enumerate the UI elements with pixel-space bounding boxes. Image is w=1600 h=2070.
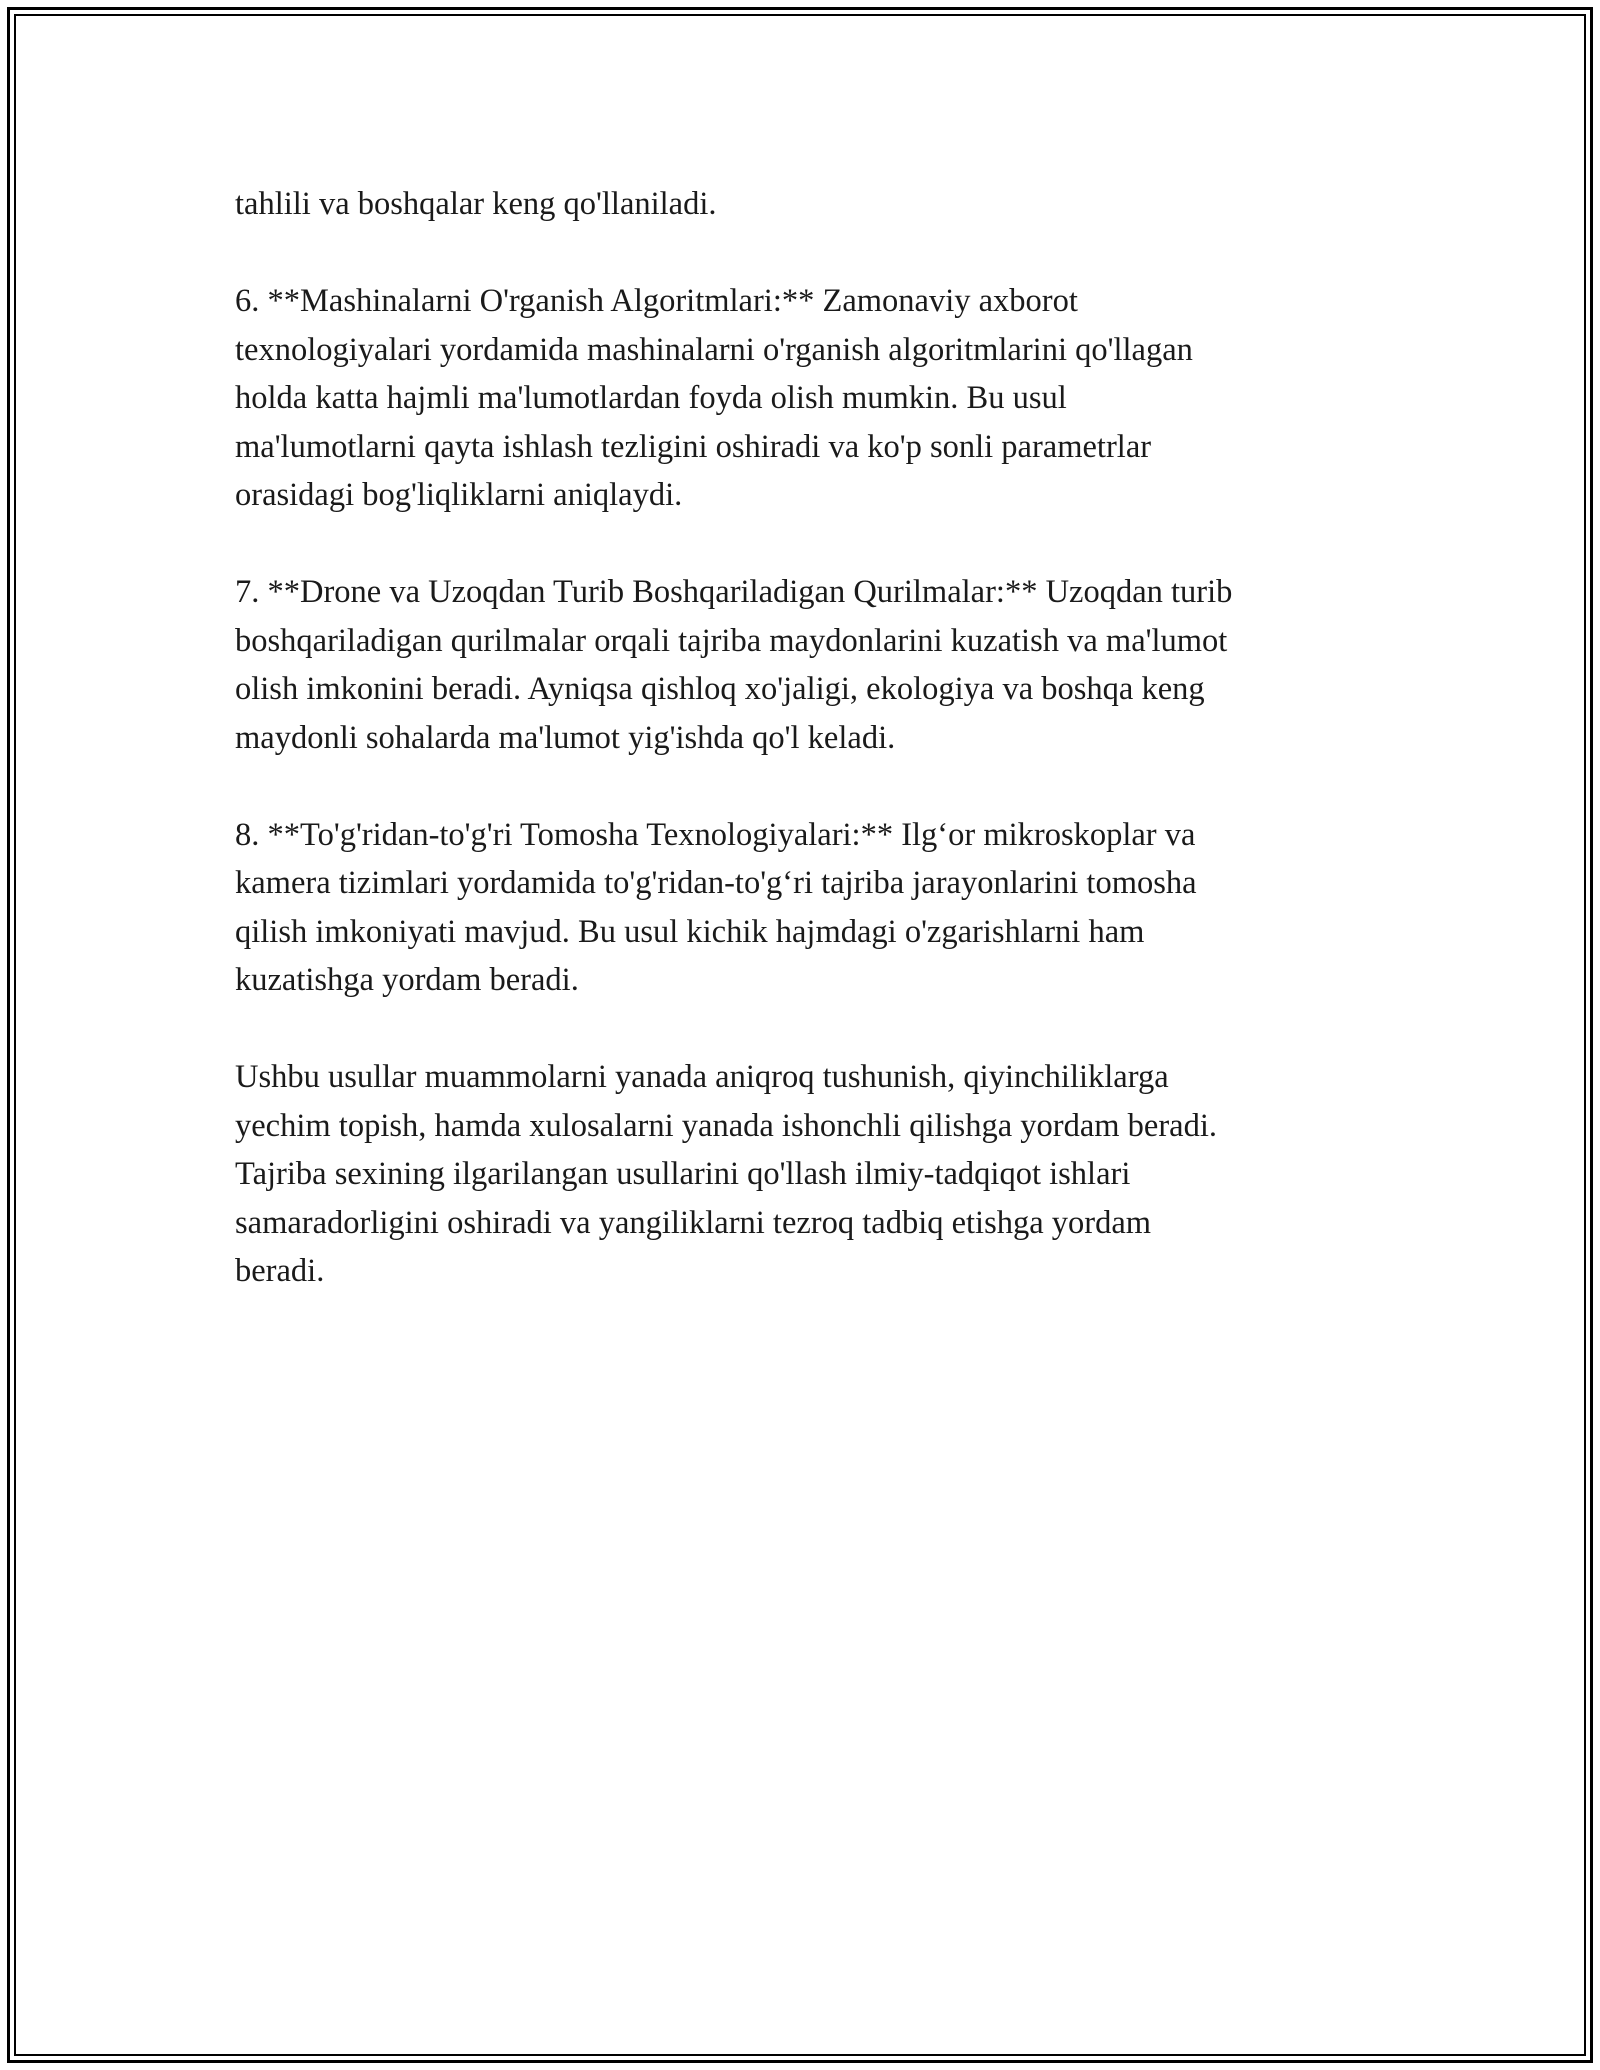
- text-line: texnologiyalari yordamida mashinalarni o'rganish algoritmlarini qo'llagan: [235, 331, 1193, 368]
- text-line: beradi.: [235, 1253, 325, 1289]
- paragraph-continuation: [235, 180, 1385, 229]
- text-line: 6. **Mashinalarni O'rganish Algoritmlari:** Zamonaviy axborot: [235, 283, 1078, 319]
- text-line: kamera tizimlari yordamida to'g'ridan-to'g‘ri tajriba jarayonlarini tomosha: [235, 865, 1197, 901]
- text-line: yechim topish, hamda xulosalarni yanada ishonchli qilishga yordam beradi.: [235, 1107, 1217, 1144]
- paragraph-item-7: [235, 568, 1385, 762]
- text-line: Tajriba sexining ilgarilangan usullarini qo'llash ilmiy-tadqiqot ishlari: [235, 1156, 1131, 1192]
- text-line: tahlili va boshqalar keng qo'llaniladi.: [235, 186, 717, 222]
- text-line: samaradorligini oshiradi va yangiliklarni tezroq tadbiq etishga yordam: [235, 1204, 1152, 1241]
- paragraph-conclusion: [235, 1053, 1385, 1296]
- text-line: orasidagi bog'liqliklarni aniqlaydi.: [235, 477, 683, 513]
- text-line: Ushbu usullar muammolarni yanada aniqroq tushunish, qiyinchiliklarga: [235, 1059, 1169, 1095]
- text-line: 7. **Drone va Uzoqdan Turib Boshqariladigan Qurilmalar:** Uzoqdan turib: [235, 574, 1233, 610]
- document-body: [235, 180, 1385, 1296]
- text-line: boshqariladigan qurilmalar orqali tajriba maydonlarini kuzatish va ma'lumot: [235, 622, 1228, 659]
- text-line: 8. **To'g'ridan-to'g'ri Tomosha Texnologiyalari:** Ilg‘or mikroskoplar va: [235, 816, 1196, 853]
- paragraph-item-8: [235, 811, 1385, 1005]
- paragraph-item-6: [235, 277, 1385, 520]
- text-line: holda katta hajmli ma'lumotlardan foyda olish mumkin. Bu usul: [235, 380, 1067, 416]
- text-line: kuzatishga yordam beradi.: [235, 962, 579, 998]
- text-line: ma'lumotlarni qayta ishlash tezligini oshiradi va ko'p sonli parametrlar: [235, 428, 1152, 465]
- text-line: maydonli sohalarda ma'lumot yig'ishda qo'l keladi.: [235, 719, 896, 756]
- text-line: olish imkonini beradi. Ayniqsa qishloq xo'jaligi, ekologiya va boshqa keng: [235, 671, 1205, 707]
- text-line: qilish imkoniyati mavjud. Bu usul kichik hajmdagi o'zgarishlarni ham: [235, 913, 1145, 950]
